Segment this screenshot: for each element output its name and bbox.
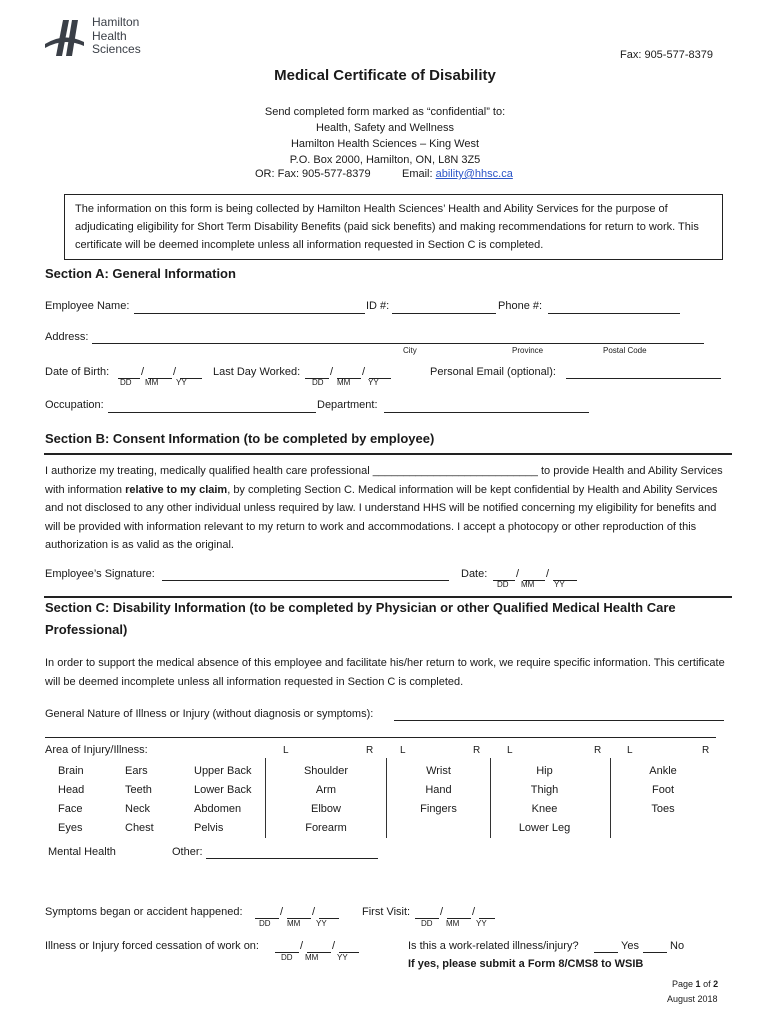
employee-signature-label: Employee’s Signature: xyxy=(45,568,155,580)
shoulder-right-marker: R xyxy=(366,745,374,756)
page-number: Page 1 of 2 xyxy=(672,979,719,989)
first-visit-label: First Visit: xyxy=(362,906,411,918)
mental-health-option[interactable]: Mental Health xyxy=(48,846,116,858)
section-a-heading: Section A: General Information xyxy=(45,266,236,281)
body-part-lower-leg[interactable]: Lower Leg xyxy=(518,822,571,834)
body-part-ears[interactable]: Ears xyxy=(125,765,148,777)
phone-label: Phone #: xyxy=(498,300,543,312)
cessation-mm-caption: MM xyxy=(305,953,319,962)
section-b-heading: Section B: Consent Information (to be completed by employee) xyxy=(45,431,435,446)
employee-name-field[interactable] xyxy=(134,313,365,314)
send-line-4: P.O. Box 2000, Hamilton, ON, L8N 3Z5 xyxy=(289,154,481,166)
personal-email-field[interactable] xyxy=(566,378,721,379)
symptoms-yy-caption: YY xyxy=(316,919,327,928)
body-part-abdomen[interactable]: Abdomen xyxy=(194,803,242,815)
body-part-brain[interactable]: Brain xyxy=(58,765,84,777)
logo-text-line1: Hamilton xyxy=(92,15,140,29)
body-part-arm[interactable]: Arm xyxy=(315,784,337,796)
cessation-label: Illness or Injury forced cessation of work on: xyxy=(45,940,259,952)
body-part-toes[interactable]: Toes xyxy=(651,803,675,815)
hhs-logo-mark-icon xyxy=(44,16,86,60)
hip-right-marker: R xyxy=(594,745,602,756)
first-visit-dd-caption: DD xyxy=(421,919,433,928)
last-day-worked-label: Last Day Worked: xyxy=(213,366,301,378)
revision-date: August 2018 xyxy=(667,994,718,1004)
consent-text-bold: relative to my claim xyxy=(125,483,228,496)
logo-text-line2: Health xyxy=(92,28,127,43)
hip-left-marker: L xyxy=(507,745,513,756)
body-part-hand[interactable]: Hand xyxy=(425,784,452,796)
id-field[interactable] xyxy=(392,313,496,314)
ldw-dd-caption: DD xyxy=(312,378,324,387)
ldw-yy-caption: YY xyxy=(368,378,379,387)
address-label: Address: xyxy=(45,331,89,343)
area-of-injury-label: Area of Injury/Illness: xyxy=(45,744,148,756)
body-part-shoulder[interactable]: Shoulder xyxy=(303,765,349,777)
symptoms-began-label: Symptoms began or accident happened: xyxy=(45,906,243,918)
body-part-chest[interactable]: Chest xyxy=(125,822,154,834)
dob-yy-caption: YY xyxy=(176,378,187,387)
body-part-foot[interactable]: Foot xyxy=(651,784,674,796)
phone-field[interactable] xyxy=(548,313,680,314)
section-b-divider xyxy=(44,453,732,455)
cessation-dd-caption: DD xyxy=(281,953,293,962)
shoulder-left-marker: L xyxy=(283,745,289,756)
general-nature-field-2[interactable] xyxy=(45,737,716,738)
city-caption: City xyxy=(403,346,417,355)
section-c-divider xyxy=(44,596,732,598)
hhs-logo xyxy=(44,16,154,60)
body-part-wrist[interactable]: Wrist xyxy=(426,765,451,777)
consent-text-start: I authorize my treating, medically qualified health care professional xyxy=(45,465,373,477)
employee-name-label: Employee Name: xyxy=(45,300,130,312)
work-related-yes-field[interactable] xyxy=(594,952,618,953)
consent-text-end: , by completing Section C. Medical information will be kept confidential by Health and Ability Services and not disclosed to any other individual unless required by law. I understand HHS will be notified concerning my eligibility for benefits and will be provided with information relevant to my return to work and accommodations. I accept a photocopy or other reproduction of this authorization is as valid as the original. xyxy=(45,483,718,551)
send-email-label: Email: xyxy=(402,168,433,180)
send-line-1: Send completed form marked as “confidential” to: xyxy=(264,106,506,118)
personal-email-label: Personal Email (optional): xyxy=(430,366,556,378)
consent-dd-caption: DD xyxy=(497,580,509,589)
other-label: Other: xyxy=(172,846,203,858)
id-label: ID #: xyxy=(366,300,390,312)
body-part-pelvis[interactable]: Pelvis xyxy=(194,822,224,834)
department-field[interactable] xyxy=(384,412,589,413)
symptoms-dd-caption: DD xyxy=(259,919,271,928)
email-link[interactable]: ability@hhsc.ca xyxy=(435,168,513,180)
work-related-question: Is this a work-related illness/injury? xyxy=(408,940,579,952)
body-part-lower-back[interactable]: Lower Back xyxy=(194,784,252,796)
department-label: Department: xyxy=(317,399,378,411)
logo-text-line3: Sciences xyxy=(92,42,141,56)
send-line-3: Hamilton Health Sciences – King West xyxy=(290,138,480,150)
header-fax: Fax: 905-577-8379 xyxy=(620,49,713,61)
work-related-no-label: No xyxy=(670,940,685,952)
ankle-left-marker: L xyxy=(627,745,633,756)
form8-instruction: If yes, please submit a Form 8/CMS8 to WSIB xyxy=(408,958,644,970)
body-part-eyes[interactable]: Eyes xyxy=(58,822,83,834)
body-part-ankle[interactable]: Ankle xyxy=(649,765,677,777)
general-nature-field-1[interactable] xyxy=(394,720,724,721)
general-nature-label: General Nature of Illness or Injury (without diagnosis or symptoms): xyxy=(45,708,374,720)
first-visit-yy-caption: YY xyxy=(476,919,487,928)
body-part-neck[interactable]: Neck xyxy=(125,803,151,815)
body-part-face[interactable]: Face xyxy=(58,803,83,815)
wrist-right-marker: R xyxy=(473,745,481,756)
send-line-2: Health, Safety and Wellness xyxy=(316,122,454,134)
consent-mm-caption: MM xyxy=(521,580,535,589)
wrist-left-marker: L xyxy=(400,745,406,756)
cessation-yy-caption: YY xyxy=(337,953,348,962)
consent-paragraph xyxy=(45,462,725,555)
address-field[interactable] xyxy=(92,343,704,344)
postal-code-caption: Postal Code xyxy=(603,346,647,355)
body-part-upper-back[interactable]: Upper Back xyxy=(194,765,252,777)
province-caption: Province xyxy=(512,346,544,355)
section-c-intro: In order to support the medical absence of this employee and facilitate his/her return to work, we require specific information. This certificate will be deemed incomplete unless all information requested in Section C is completed. xyxy=(45,657,725,688)
symptoms-mm-caption: MM xyxy=(287,919,301,928)
work-related-yes-label: Yes xyxy=(621,940,639,952)
body-part-teeth[interactable]: Teeth xyxy=(125,784,152,796)
body-part-fingers[interactable]: Fingers xyxy=(420,803,457,815)
occupation-label: Occupation: xyxy=(45,399,104,411)
section-c-heading-line2: Professional) xyxy=(45,622,128,637)
body-part-forearm[interactable]: Forearm xyxy=(305,822,347,834)
notice-text: The information on this form is being collected by Hamilton Health Sciences’ Health and Ability Services for the purpose of adjudicating eligibility for Short Term Disability Benefits (paid sick benefits) and making recommendations for return to work. This certificate will be deemed incomplete unless all information requested in Section C is completed. xyxy=(75,203,699,251)
occupation-field[interactable] xyxy=(108,412,316,413)
consent-yy-caption: YY xyxy=(554,580,565,589)
consent-date-label: Date: xyxy=(461,568,488,580)
dob-dd-caption: DD xyxy=(120,378,132,387)
first-visit-mm-caption: MM xyxy=(446,919,460,928)
body-part-head[interactable]: Head xyxy=(58,784,85,796)
body-part-elbow[interactable]: Elbow xyxy=(311,803,341,815)
send-fax: OR: Fax: 905-577-8379 xyxy=(255,168,371,180)
ankle-right-marker: R xyxy=(702,745,710,756)
dob-mm-caption: MM xyxy=(145,378,159,387)
ldw-mm-caption: MM xyxy=(337,378,351,387)
employee-signature-field[interactable] xyxy=(162,580,449,581)
body-part-knee[interactable]: Knee xyxy=(531,803,558,815)
body-part-thigh[interactable]: Thigh xyxy=(530,784,559,796)
consent-text-mid: to provide Health and Ability Services with information xyxy=(45,465,723,496)
work-related-no-field[interactable] xyxy=(643,952,667,953)
body-part-hip[interactable]: Hip xyxy=(536,765,553,777)
other-field[interactable] xyxy=(206,858,378,859)
professional-name-field[interactable]: ___________________________ xyxy=(372,465,538,477)
section-c-heading-line1: Section C: Disability Information (to be completed by Physician or other Qualified Medical Health Care xyxy=(45,600,676,615)
dob-label: Date of Birth: xyxy=(45,366,110,378)
page-title: Medical Certificate of Disability xyxy=(274,67,496,84)
